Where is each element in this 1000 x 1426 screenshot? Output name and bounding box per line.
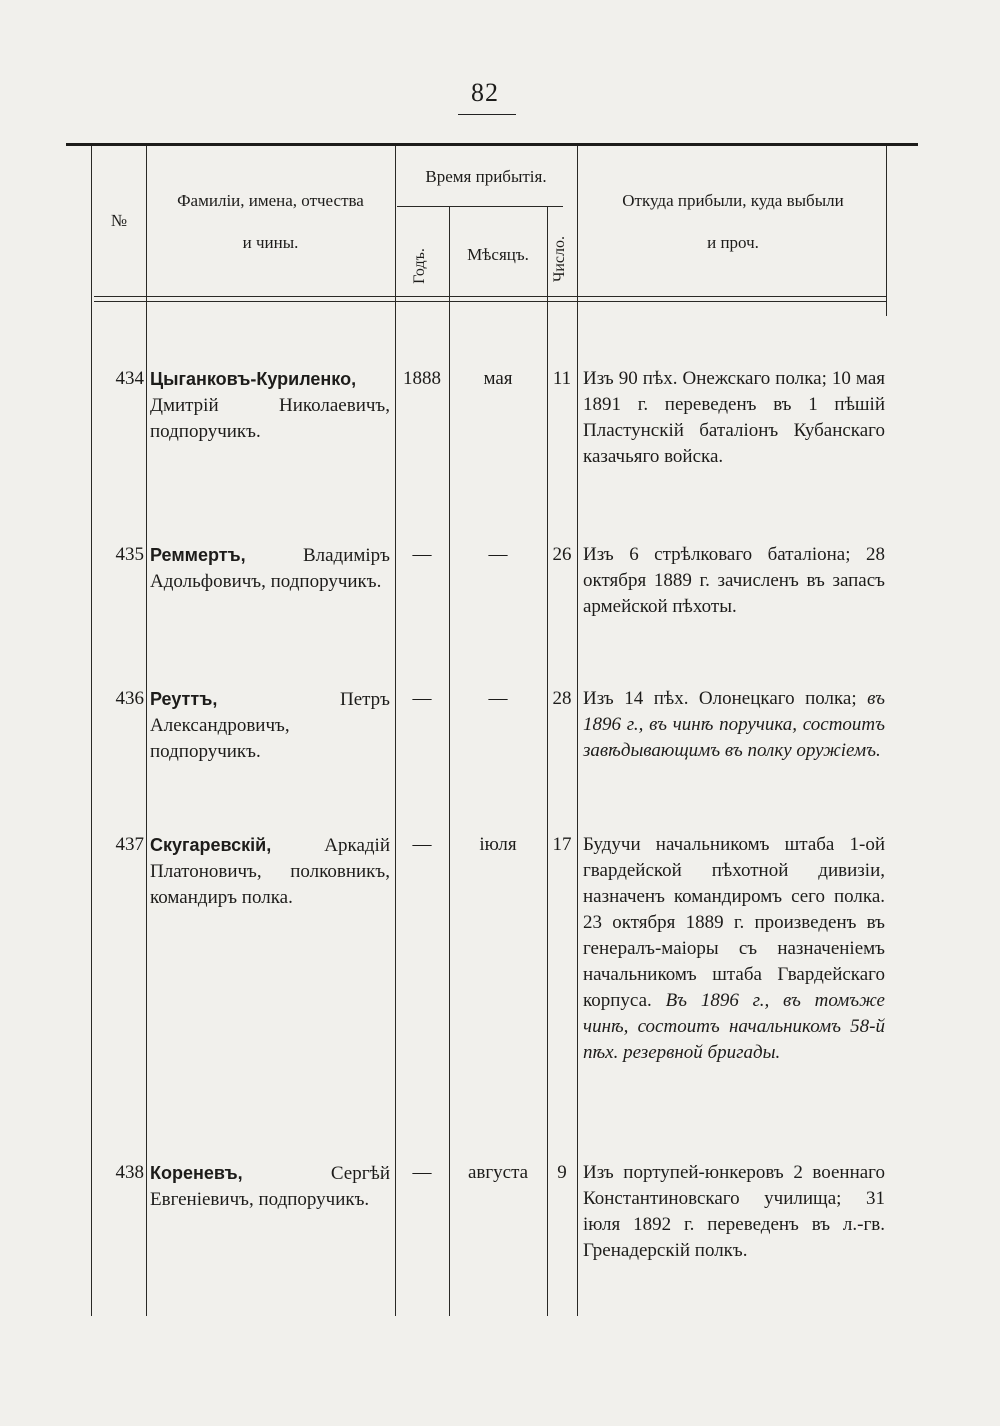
given-names-rank: Петръ Александровичъ, подпоручикъ.: [150, 689, 390, 762]
remarks-italic: Въ 1896 г., въ томъже чинѣ, состоитъ начальникомъ 58-й пѣх. резервной бригады.: [583, 990, 885, 1063]
remarks: [583, 542, 885, 620]
remarks-text: Изъ портупей-юнкеровъ 2 военнаго Константиновскаго училища; 31 iюля 1892 г. переведенъ въ л.-гв. Гренадерскiй полкъ.: [583, 1162, 885, 1261]
header-day: Число.: [551, 235, 568, 283]
officer-name: [150, 542, 390, 595]
header-name-line1: Фамилiи, имена, отчества: [177, 191, 364, 210]
given-names-rank: Владимiръ Адольфовичъ, подпоручикъ.: [150, 545, 390, 592]
page-number-underline: [458, 114, 516, 115]
column-divider-name: [395, 146, 396, 1316]
arrival-day: 17: [552, 834, 572, 855]
header-remarks-line2: и проч.: [707, 233, 759, 252]
column-divider-no: [146, 146, 147, 1316]
arrival-day: 9: [557, 1162, 567, 1183]
arrival-year: —: [412, 688, 432, 709]
given-names-rank: Сергѣй Евгенiевичъ, подпоручикъ.: [150, 1163, 390, 1210]
remarks-text: Будучи начальникомъ штаба 1-ой гвардейской пѣхотной дивизiи, назначенъ командиромъ сего полка. 23 октября 1889 г. произведенъ въ генералъ-маiоры съ назначенiемъ начальникомъ штаба Гвардейскаго корпуса.: [583, 834, 885, 1011]
arrival-year: 1888: [403, 368, 441, 389]
column-divider-day: [577, 146, 578, 1316]
remarks-italic: въ 1896 г., въ чинѣ поручика, состоитъ завѣдывающимъ въ полку оружiемъ.: [583, 688, 886, 761]
remarks-text: Изъ 14 пѣх. Олонецкаго полка;: [583, 688, 857, 709]
officer-name: [150, 832, 390, 911]
row-number: 437: [115, 834, 144, 855]
table-top-rule: [66, 143, 918, 146]
arrival-month: —: [488, 544, 508, 565]
time-subheader-rule: [397, 206, 563, 207]
remarks-text: Изъ 90 пѣх. Онежскаго полка; 10 мая 1891 г. переведенъ въ 1 пѣшiй Пластунскiй баталiонъ Кубанскаго казачьяго войска.: [583, 368, 885, 467]
left-border: [91, 146, 92, 1316]
surname: Скугаревскiй,: [150, 835, 272, 855]
surname: Реммертъ,: [150, 545, 246, 565]
officer-name: [150, 366, 390, 445]
arrival-month: iюля: [479, 834, 517, 855]
header-number: №: [110, 211, 128, 230]
arrival-month: августа: [467, 1162, 529, 1183]
arrival-year: —: [412, 834, 432, 855]
remarks: [583, 832, 885, 1066]
remarks: [583, 1160, 885, 1264]
header-bottom-rule-2: [94, 301, 886, 302]
arrival-day: 28: [552, 688, 572, 709]
surname: Цыганковъ-Куриленко,: [150, 369, 357, 389]
remarks: [583, 366, 885, 470]
arrival-day: 26: [552, 544, 572, 565]
row-number: 438: [115, 1162, 144, 1183]
arrival-year: —: [412, 1162, 432, 1183]
arrival-day: 11: [552, 368, 572, 389]
given-names-rank: Аркадiй Платоновичъ, полковникъ, командиръ полка.: [150, 835, 390, 908]
header-remarks-line1: Откуда прибыли, куда выбыли: [622, 191, 844, 210]
row-number: 434: [115, 368, 144, 389]
arrival-month: —: [488, 688, 508, 709]
row-number: 435: [115, 544, 144, 565]
given-names-rank: Дмитрiй Николаевичъ, подпоручикъ.: [150, 395, 390, 442]
arrival-year: —: [412, 544, 432, 565]
row-number: 436: [115, 688, 144, 709]
surname: Кореневъ,: [150, 1163, 243, 1183]
header-bottom-rule-1: [94, 296, 886, 297]
right-border: [886, 146, 887, 316]
header-arrival-time: Время прибытiя.: [425, 167, 547, 186]
header-year: Годъ.: [411, 248, 428, 284]
arrival-month: мая: [483, 368, 513, 389]
officer-name: [150, 686, 390, 765]
page-number: 82: [471, 78, 499, 107]
remarks-text: Изъ 6 стрѣлковаго баталiона; 28 октября 1889 г. зачисленъ въ запасъ армейской пѣхоты.: [583, 544, 885, 617]
remarks: [583, 686, 885, 764]
header-name-line2: и чины.: [242, 233, 299, 252]
surname: Реуттъ,: [150, 689, 218, 709]
header-month: Мѣсяцъ.: [467, 245, 529, 264]
officer-name: [150, 1160, 390, 1213]
